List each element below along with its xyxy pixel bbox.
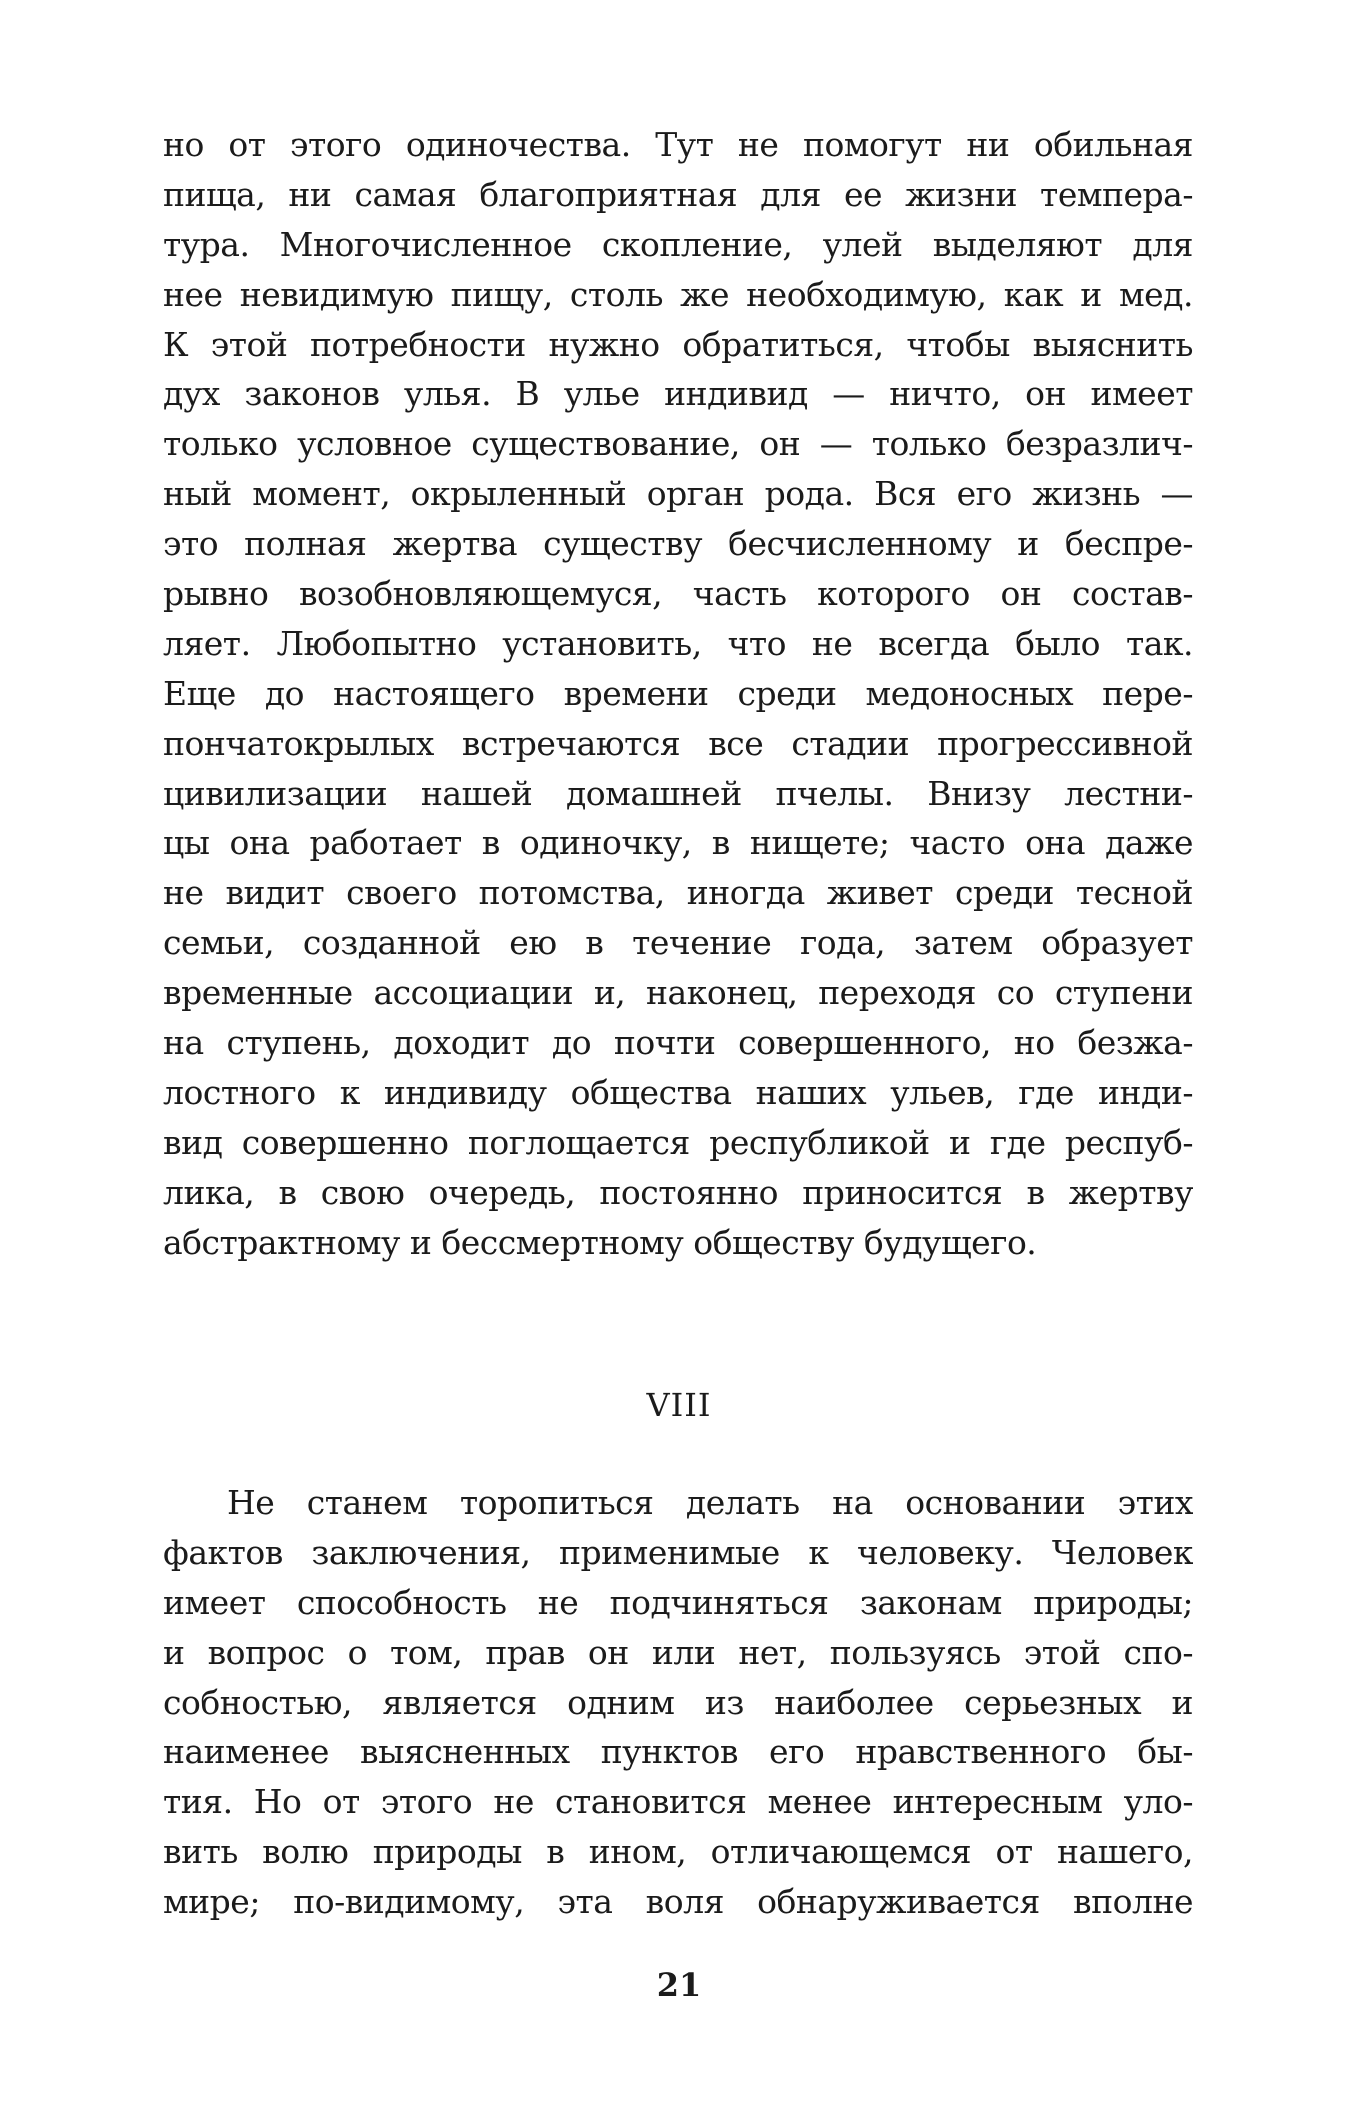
text-line: это полная жертва существу бесчисленному и беспре- bbox=[163, 524, 1193, 564]
text-line: лостного к индивиду общества наших ульев, где инди- bbox=[163, 1072, 1193, 1112]
text-line: собностью, является одним из наиболее серьезных и bbox=[163, 1682, 1193, 1722]
text-line: тура. Многочисленное скопление, улей выделяют для bbox=[163, 224, 1193, 264]
text-line: фактов заключения, применимые к человеку. Человек bbox=[163, 1532, 1193, 1572]
paragraph-continued bbox=[163, 120, 1193, 1267]
text-line: вид совершенно поглощается республикой и где респуб- bbox=[163, 1122, 1193, 1162]
text-line: но от этого одиночества. Тут не помогут ни обильная bbox=[163, 125, 1193, 164]
text-line: лика, в свою очередь, постоянно приносится в жертву bbox=[163, 1172, 1193, 1212]
text-line: мире; по-видимому, эта воля обнаруживается вполне bbox=[163, 1882, 1193, 1922]
text-line: цивилизации нашей домашней пчелы. Внизу лестни- bbox=[163, 773, 1193, 813]
text-line: на ступень, доходит до почти совершенного, но безжа- bbox=[163, 1023, 1193, 1063]
text-line: временные ассоциации и, наконец, переходя со ступени bbox=[163, 973, 1193, 1013]
text-line: нее невидимую пищу, столь же необходимую, как и мед. bbox=[163, 274, 1193, 314]
text-line: только условное существование, он — только безразлич- bbox=[163, 424, 1193, 464]
text-line: вить волю природы в ином, отличающемся от нашего, bbox=[163, 1832, 1193, 1872]
text-line: семьи, созданной ею в течение года, затем образует bbox=[163, 923, 1193, 963]
text-line: дух законов улья. В улье индивид — ничто, он имеет bbox=[163, 374, 1193, 414]
text-line: пища, ни самая благоприятная для ее жизни темпера- bbox=[163, 174, 1193, 214]
text-line: ный момент, окрыленный орган рода. Вся его жизнь — bbox=[163, 474, 1193, 514]
text-line: ляет. Любопытно установить, что не всегда было так. bbox=[163, 623, 1193, 663]
text-line: наименее выясненных пунктов его нравственного бы- bbox=[163, 1732, 1193, 1772]
text-line: не видит своего потомства, иногда живет среди тесной bbox=[163, 873, 1193, 913]
text-line: Не станем торопиться делать на основании этих bbox=[227, 1483, 1193, 1522]
text-line: рывно возобновляющемуся, часть которого он состав- bbox=[163, 574, 1193, 614]
text-line: К этой потребности нужно обратиться, чтобы выяснить bbox=[163, 324, 1193, 364]
text-line: тия. Но от этого не становится менее интересным уло- bbox=[163, 1782, 1193, 1822]
text-line: и вопрос о том, прав он или нет, пользуясь этой спо- bbox=[163, 1632, 1193, 1672]
text-line: имеет способность не подчиняться законам природы; bbox=[163, 1582, 1193, 1622]
text-line: пончатокрылых встречаются все стадии прогрессивной bbox=[163, 723, 1193, 763]
text-line: Еще до настоящего времени среди медоносных пере- bbox=[163, 673, 1193, 713]
text-line: абстрактному и бессмертному обществу будущего. bbox=[163, 1222, 1037, 1262]
text-line: цы она работает в одиночку, в нищете; часто она даже bbox=[163, 823, 1193, 863]
page-number: 21 bbox=[656, 1966, 702, 2004]
section-heading: VIII bbox=[646, 1386, 712, 1424]
paragraph bbox=[163, 1478, 1193, 1927]
